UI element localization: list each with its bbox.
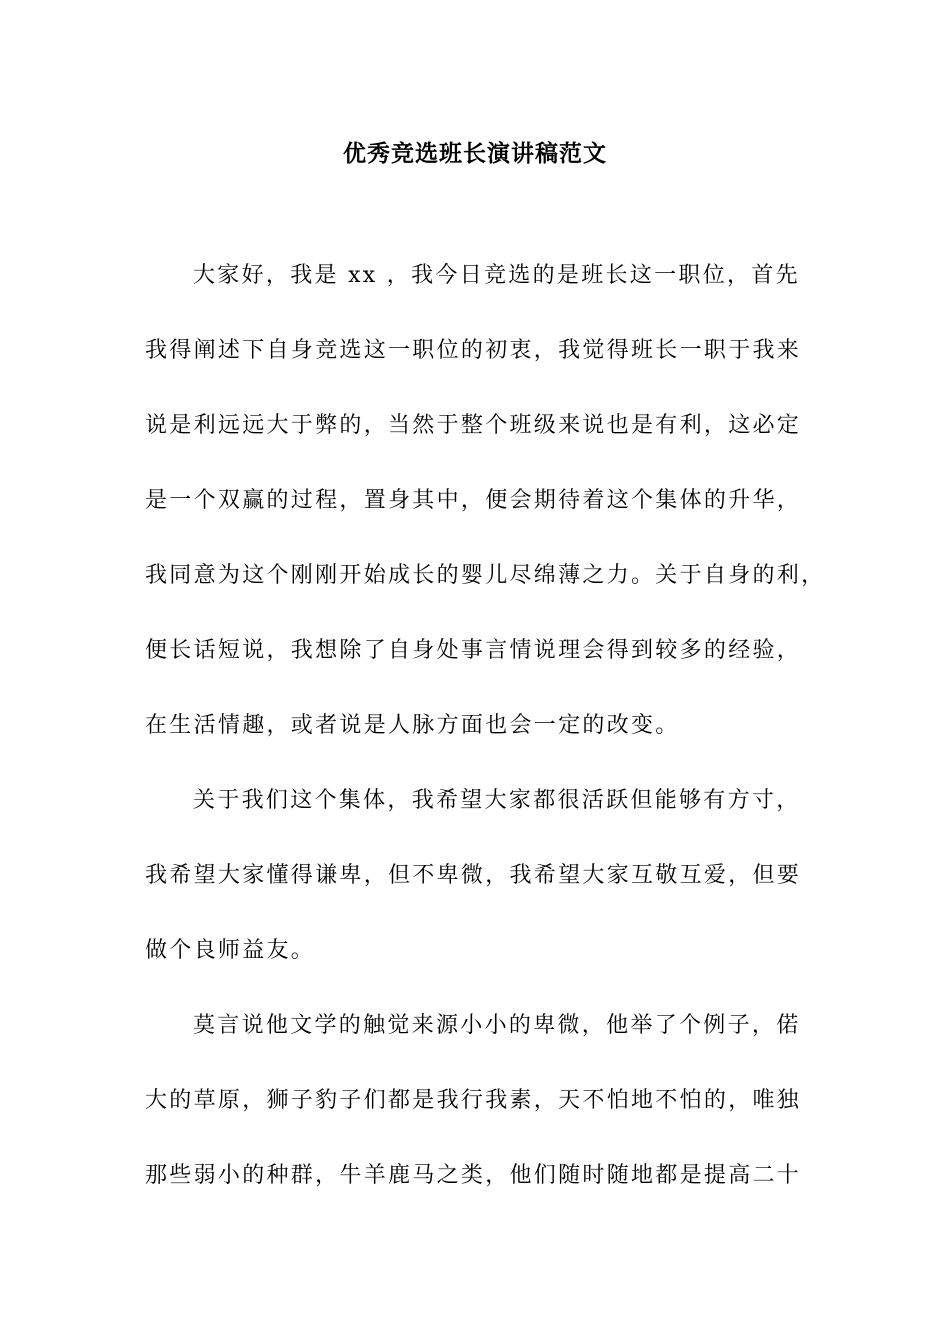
paragraph-line: 在生活情趣，或者说是人脉方面也会一定的改变。 bbox=[145, 713, 680, 738]
document-title: 优秀竞选班长演讲稿范文 bbox=[343, 141, 607, 167]
paragraph-line: 莫言说他文学的触觉来源小小的卑微，他举了个例子，偌 bbox=[193, 1013, 801, 1038]
paragraph-line: 关于我们这个集体，我希望大家都很活跃但能够有方寸， bbox=[193, 788, 801, 813]
paragraph-line: 是一个双赢的过程，置身其中，便会期待着这个集体的升华， bbox=[145, 488, 802, 513]
paragraph-line: 我同意为这个刚刚开始成长的婴儿尽绵薄之力。关于自身的利， bbox=[145, 563, 826, 588]
document-body bbox=[145, 250, 835, 1225]
paragraph-line: 我希望大家懂得谦卑，但不卑微，我希望大家互敬互爱，但要 bbox=[145, 863, 802, 888]
paragraph-line: 便长话短说，我想除了自身处事言情说理会得到较多的经验， bbox=[145, 638, 802, 663]
paragraph-line: 做个良师益友。 bbox=[145, 938, 316, 963]
paragraph-line: 说是利远远大于弊的，当然于整个班级来说也是有利，这必定 bbox=[145, 413, 802, 438]
paragraph-line: 我得阐述下自身竞选这一职位的初衷，我觉得班长一职于我来 bbox=[145, 338, 802, 363]
paragraph-line: 那些弱小的种群，牛羊鹿马之类，他们随时随地都是提高二十 bbox=[145, 1163, 802, 1188]
paragraph-line: 大家好，我是 xx ，我今日竞选的是班长这一职位，首先 bbox=[193, 263, 800, 288]
paragraph-line: 大的草原，狮子豹子们都是我行我素，天不怕地不怕的，唯独 bbox=[145, 1088, 802, 1113]
